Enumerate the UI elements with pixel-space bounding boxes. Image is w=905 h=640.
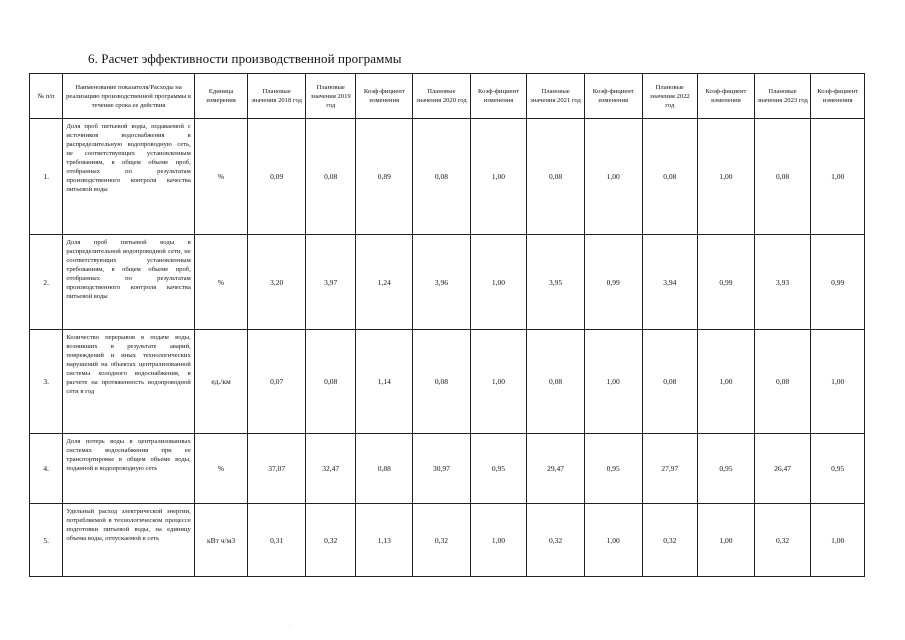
value-cell: 0,95 [584,434,642,504]
column-header: Коэф-фициент изменения [811,74,865,119]
efficiency-table [29,73,865,577]
column-header: Плановые значения 2021 год [527,74,585,119]
row-number: 3. [30,330,63,434]
column-header: Плановые значения 2020 год [413,74,471,119]
row-number: 5. [30,504,63,577]
value-cell: 0,08 [642,119,698,235]
column-header: Плановые значения 2018 год [248,74,306,119]
value-cell: 0,08 [413,330,471,434]
value-cell: 0,31 [248,504,306,577]
value-cell: 0,32 [305,504,356,577]
value-cell: 29,47 [527,434,585,504]
value-cell: 1,00 [470,235,527,330]
value-cell: 0,08 [754,119,811,235]
value-cell: 1,00 [811,504,865,577]
value-cell: 3,20 [248,235,306,330]
value-cell: 0,95 [698,434,755,504]
column-header: Коэф-фициент изменения [584,74,642,119]
indicator-name: Доля потерь воды в централизованных системах водоснабжения при ее транспортировке в общем объеме воды, поданной в водопроводную сеть [63,434,194,504]
table-row [30,330,865,434]
value-cell: 0,08 [305,119,356,235]
value-cell: 1,14 [356,330,413,434]
value-cell: 1,00 [470,504,527,577]
value-cell: 3,93 [754,235,811,330]
row-number: 1. [30,119,63,235]
value-cell: 0,08 [527,119,585,235]
value-cell: 1,00 [584,330,642,434]
value-cell: 0,32 [754,504,811,577]
value-cell: 32,47 [305,434,356,504]
value-cell: 1,13 [356,504,413,577]
table-row [30,434,865,504]
scan-speck: . [290,622,292,628]
value-cell: 0,07 [248,330,306,434]
column-header: Коэф-фициент изменения [356,74,413,119]
column-header: № п/п [30,74,63,119]
value-cell: 0,95 [811,434,865,504]
table-row [30,504,865,577]
value-cell: 0,99 [698,235,755,330]
column-header: Единица измерения [194,74,248,119]
value-cell: 1,00 [584,504,642,577]
value-cell: 37,07 [248,434,306,504]
column-header: Плановые значения 2019 год [305,74,356,119]
value-cell: 0,89 [356,119,413,235]
value-cell: 0,08 [413,119,471,235]
value-cell: 0,32 [413,504,471,577]
value-cell: 0,09 [248,119,306,235]
column-header: Наименование показателя/Расходы на реализацию производственной программы в течение срока ее действия [63,74,194,119]
value-cell: 0,99 [584,235,642,330]
value-cell: 30,97 [413,434,471,504]
value-cell: 0,95 [470,434,527,504]
row-number: 2. [30,235,63,330]
value-cell: 1,24 [356,235,413,330]
value-cell: 1,00 [470,119,527,235]
value-cell: 3,96 [413,235,471,330]
value-cell: 27,97 [642,434,698,504]
indicator-name: Доля проб питьевой воды в распределительной водопроводной сети, не соответствующих установленным требованиям, в общем объеме проб, отобранных по результатам производственного контроля качества питьевой воды [63,235,194,330]
value-cell: 1,00 [698,330,755,434]
value-cell: 0,99 [811,235,865,330]
value-cell: 1,00 [470,330,527,434]
column-header: Плановые значения 2022 год [642,74,698,119]
table-header-row [30,74,865,119]
value-cell: 0,08 [527,330,585,434]
value-cell: 1,00 [698,504,755,577]
value-cell: 3,97 [305,235,356,330]
value-cell: 1,00 [811,119,865,235]
value-cell: 26,47 [754,434,811,504]
unit-cell: % [194,119,248,235]
value-cell: 0,88 [356,434,413,504]
table-row [30,119,865,235]
column-header: Коэф-фициент изменения [698,74,755,119]
table-row [30,235,865,330]
indicator-name: Удельный расход электрической энергии, потребляемой в технологическом процессе подготовки питьевой воды, на единицу объема воды, отпускаемой в сеть [63,504,194,577]
column-header: Коэф-фициент изменения [470,74,527,119]
value-cell: 1,00 [811,330,865,434]
unit-cell: % [194,434,248,504]
value-cell: 0,08 [305,330,356,434]
row-number: 4. [30,434,63,504]
unit-cell: ед./км [194,330,248,434]
value-cell: 0,32 [527,504,585,577]
value-cell: 0,08 [754,330,811,434]
value-cell: 0,32 [642,504,698,577]
indicator-name: Доля проб питьевой воды, подаваемой с источников водоснабжения в распределительную водопроводную сеть, не соответствующих установленным требованиям, в общем объеме проб, отобранных по результатам производственного контроля качества питьевой воды [63,119,194,235]
page-title: 6. Расчет эффективности производственной программы [88,51,402,66]
value-cell: 1,00 [698,119,755,235]
value-cell: 0,08 [642,330,698,434]
value-cell: 3,95 [527,235,585,330]
value-cell: 1,00 [584,119,642,235]
unit-cell: кВт ч/м3 [194,504,248,577]
unit-cell: % [194,235,248,330]
indicator-name: Количество перерывов в подаче воды, возникших в результате аварий, повреждений и иных технологических нарушений на объектах централизованной системы холодного водоснабжения, в расчете на протяженность водопроводной сети в год [63,330,194,434]
column-header: Плановые значения 2023 год [754,74,811,119]
value-cell: 3,94 [642,235,698,330]
